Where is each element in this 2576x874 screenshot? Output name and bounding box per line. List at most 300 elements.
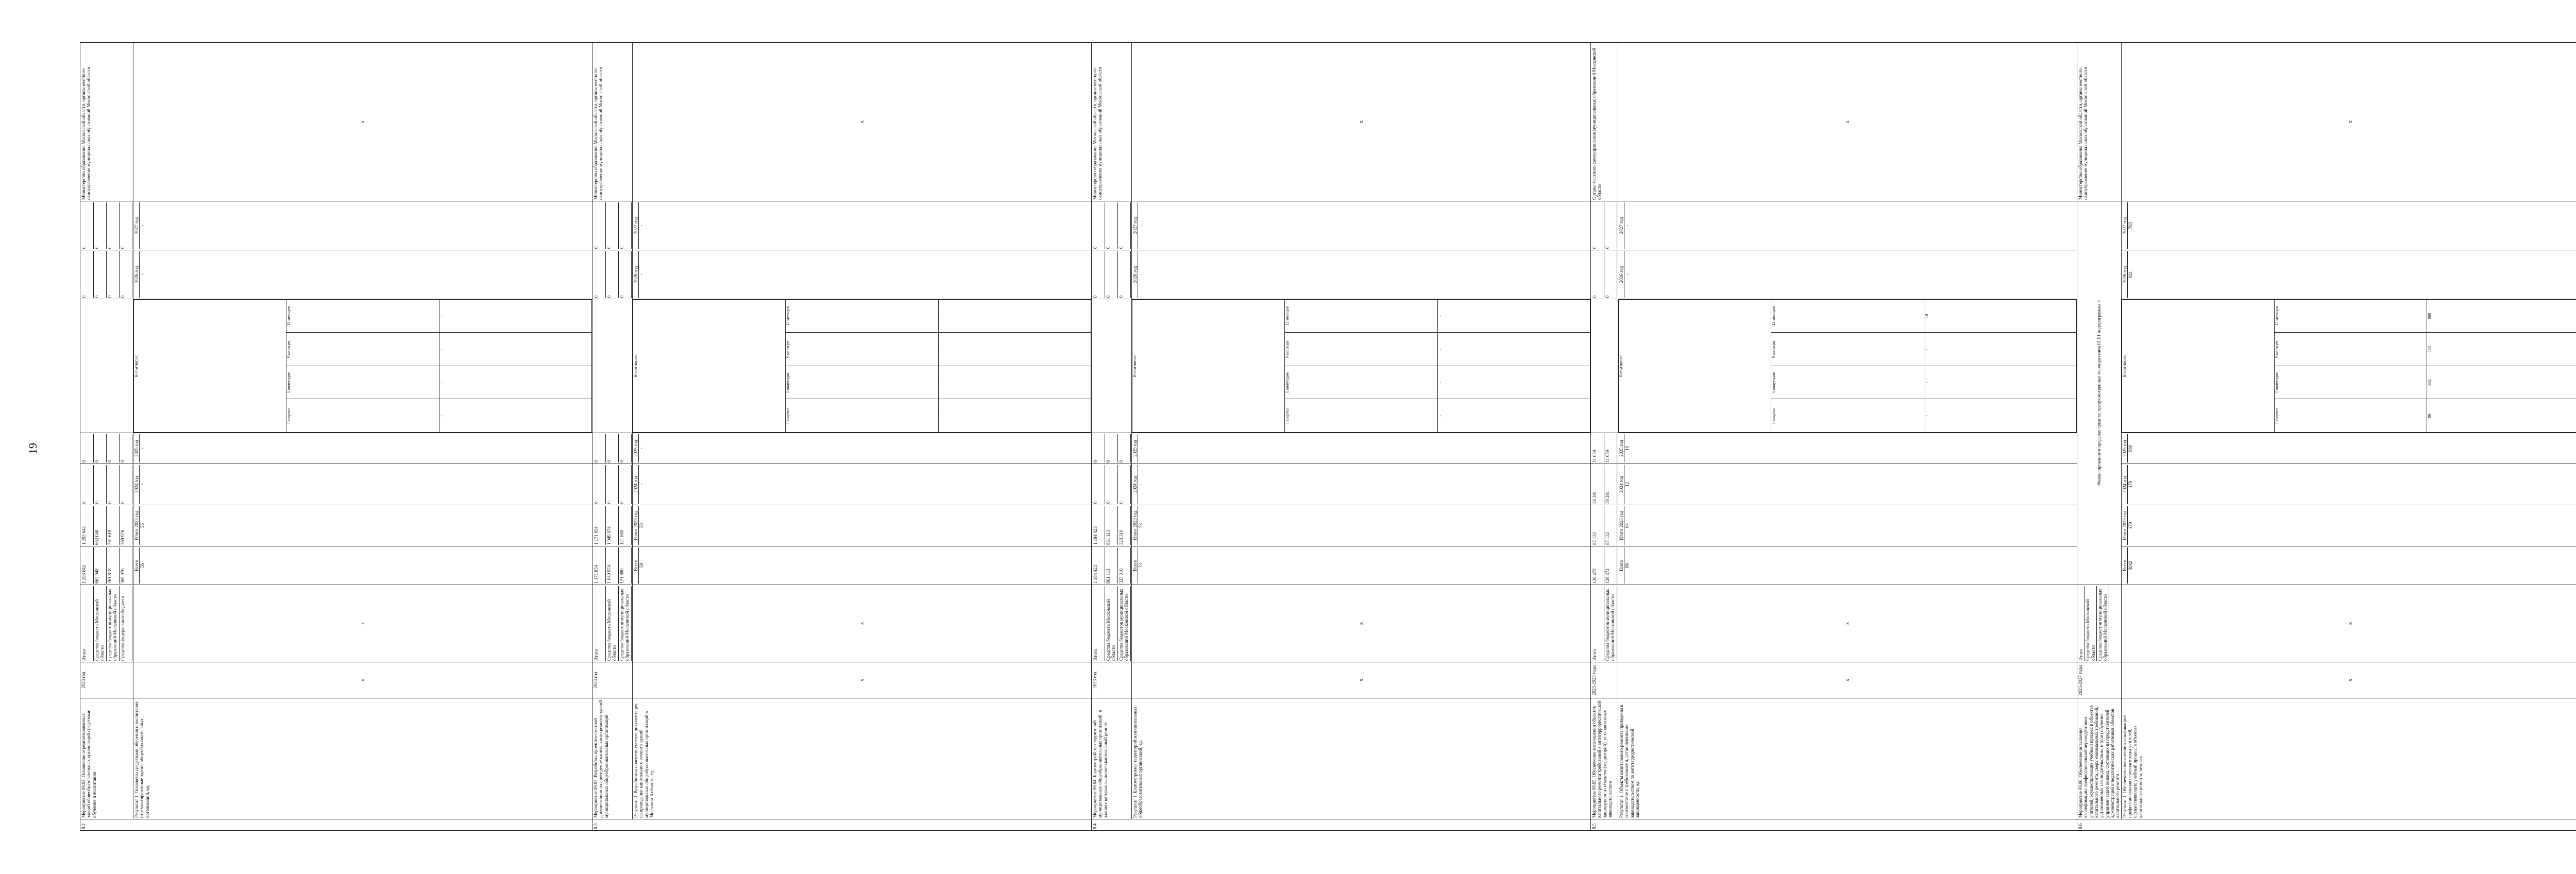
amount-total — [1092, 546, 1132, 585]
breakdown-h1-header: I полугодие — [286, 366, 439, 400]
result-2024-header: 2024 год — [1132, 465, 1138, 504]
funding-sources — [2077, 585, 2122, 662]
breakdown-q1-header: I квартал — [1771, 399, 1924, 433]
amount-y2023 — [1092, 505, 1132, 546]
event-period: 2023 год — [592, 662, 633, 698]
result-breakdown-table — [633, 299, 1091, 433]
breakdown-m12-value: - — [938, 300, 1091, 333]
result-row — [1132, 43, 1591, 831]
amount-y2027 — [80, 201, 133, 250]
result-itogo-value: 179 — [2128, 522, 2133, 529]
breakdown-m12-value: 980 — [2427, 300, 2576, 333]
result-2027-header: 2027 год — [1619, 202, 1624, 249]
result-2026 — [1618, 250, 2077, 299]
breakdown-h1-value: 392 — [2427, 366, 2576, 400]
result-responsible-x: x — [633, 43, 1092, 201]
result-total-value: 3042 — [2128, 561, 2133, 570]
event-description: Мероприятие 08.02. Оснащение отремонтированных зданий общеобразовательных организаций средствами обучения и воспитания — [80, 698, 133, 819]
result-2025-header: 2025 год — [2122, 434, 2128, 462]
amount-value: 0 — [94, 202, 107, 249]
breakdown-caption: В том числе: — [2122, 300, 2274, 433]
result-total — [2121, 546, 2576, 585]
amount-value: 0 — [1604, 251, 1617, 298]
breakdown-m9-value: 588 — [2427, 333, 2576, 366]
result-2026-header: 2026 год — [633, 251, 639, 298]
table-row — [1591, 43, 1618, 831]
result-2025-value: - — [140, 448, 145, 449]
row-number: 8.2 — [80, 819, 592, 831]
breakdown-m9-header: 9 месяцев — [286, 333, 439, 366]
result-2025 — [2121, 433, 2576, 464]
result-2026-value: 921 — [2128, 271, 2133, 278]
result-itogo — [633, 505, 1092, 546]
breakdown-m9-header: 9 месяцев — [2275, 333, 2427, 366]
amount-y2023 — [1591, 505, 1618, 546]
financing-note: Финансирование в пределах средств, предусмотренных мероприятием 01.01 подпрограммы 3 — [2077, 201, 2122, 585]
breakdown-caption: В том числе: — [1619, 300, 1771, 433]
result-2026-value: - — [639, 273, 645, 276]
result-2025-value: 980 — [2128, 444, 2133, 452]
result-2027 — [1132, 201, 1591, 250]
amount-value: 0 — [81, 434, 94, 462]
result-total-header: Всего — [134, 547, 140, 584]
amount-value: 0 — [120, 251, 132, 298]
table-row — [592, 43, 633, 831]
amount-value: 0 — [593, 202, 606, 249]
amount-value: 0 — [1118, 202, 1131, 249]
result-2027-header: 2027 год — [1132, 202, 1138, 249]
result-2027-value: - — [1138, 225, 1144, 227]
amount-value: 0 — [81, 251, 94, 298]
amount-y2024 — [80, 464, 133, 505]
result-2024 — [1618, 464, 2077, 505]
event-period: 2023-2025 годы — [1591, 662, 1618, 698]
result-2027-value: - — [639, 225, 645, 227]
result-period-x: x — [2121, 662, 2576, 698]
result-responsible-x: x — [2121, 43, 2576, 201]
amount-y2024 — [1092, 464, 1132, 505]
amount-y2025 — [80, 433, 133, 464]
result-itogo-header: Итого 2023 год — [2122, 506, 2128, 545]
result-itogo-value: 58 — [639, 523, 645, 528]
breakdown-m12-header: 12 месяцев — [1771, 300, 1924, 333]
result-2025-value: - — [1138, 448, 1144, 449]
result-source-x: x — [1132, 585, 1591, 662]
amount-value: 861 113 — [1105, 506, 1118, 545]
result-2025-header: 2025 год — [633, 434, 639, 462]
amount-value: 0 — [107, 434, 120, 462]
amount-value: 11 059 — [1591, 434, 1604, 462]
funding-source: Средства бюджетов муниципальных образований Московской области — [1118, 586, 1131, 661]
breakdown-caption: В том числе: — [134, 300, 286, 433]
funding-source: Средства федерального бюджета — [120, 586, 132, 661]
funding-source: Средства бюджетов муниципальных образований Московской области — [2097, 586, 2109, 661]
amount-value: 0 — [593, 465, 606, 504]
funding-source: Средства бюджета Московской области — [606, 586, 619, 661]
result-total-header: Всего — [2122, 547, 2128, 584]
amount-value: 0 — [1105, 465, 1118, 504]
amount-value: 1 184 423 — [1092, 547, 1105, 584]
event-description: Мероприятие 08.05. Обеспечение в отношении объектов капитального ремонта требований к антитеррористической защищенности объектов (территорий), установленных законодательством — [1591, 698, 1618, 819]
result-2024-header: 2024 год — [1619, 465, 1624, 504]
result-2024-value: - — [639, 484, 645, 485]
breakdown-m12-header: 12 месяцев — [286, 300, 439, 333]
funding-source: Средства бюджетов муниципальных образований Московской области — [619, 586, 632, 661]
amount-value: 121 880 — [619, 547, 632, 584]
result-2024-value: - — [1138, 484, 1144, 485]
amount-value: 0 — [94, 434, 107, 462]
result-2024-header: 2024 год — [2122, 465, 2128, 504]
breakdown-h1-value: - — [439, 366, 591, 400]
responsible-body: Министерство образования Московской области, органы местного самоуправления муниципальных образований Московской области — [592, 43, 633, 201]
result-period-x: x — [133, 662, 592, 698]
table-row — [1092, 43, 1132, 831]
breakdown-q1-header: I квартал — [286, 399, 439, 433]
result-itogo-header: Итого 2023 год — [134, 506, 140, 545]
result-2027-header: 2027 год — [2122, 202, 2128, 249]
amount-value: 0 — [81, 465, 94, 504]
result-2024-value: - — [140, 484, 145, 485]
event-description: Мероприятие 08.06. Обеспечение повышения квалификации/ профессиональной переподготовки учителей, осуществляющих учебный процесс в объектах капитального ремонта, сверх минимальных требований, установленных законодательством, и (или) обучения управленческих команд, состоящих из представителей администраций и педагогических работников объектов капитального ремонта — [2077, 698, 2122, 819]
amount-value: 0 — [619, 434, 632, 462]
result-2024-header: 2024 год — [134, 465, 140, 504]
amount-y2025 — [592, 433, 633, 464]
result-total-value: 58 — [639, 563, 645, 568]
amount-value: 30 281 — [1591, 465, 1604, 504]
result-itogo-value: 73 — [1138, 523, 1144, 528]
result-breakdown — [133, 299, 592, 433]
amount-y2023 — [592, 505, 633, 546]
amount-y2026 — [80, 250, 133, 299]
result-breakdown — [633, 299, 1092, 433]
amount-value: 1 184 423 — [1092, 506, 1105, 545]
result-2026-value: - — [1138, 273, 1144, 276]
result-2026 — [1132, 250, 1591, 299]
breakdown-h1-header: I полугодие — [1771, 366, 1924, 400]
amount-value: 0 — [81, 202, 94, 249]
amount-value: 0 — [120, 465, 132, 504]
breakdown-m9-header: 9 месяцев — [786, 333, 938, 366]
result-breakdown — [1618, 299, 2077, 433]
result-itogo — [1618, 505, 2077, 546]
result-total — [133, 546, 592, 585]
amount-total — [80, 546, 133, 585]
result-2027-value: - — [140, 225, 145, 227]
breakdown-m12-header: 12 месяцев — [1285, 300, 1437, 333]
amount-value: 0 — [619, 202, 632, 249]
table-body — [80, 43, 2576, 831]
amount-value: 323 310 — [1118, 506, 1131, 545]
result-2024-value: 12 — [1624, 482, 1630, 487]
event-period: 2023 год — [1092, 662, 1132, 698]
breakdown-m12-value: - — [439, 300, 591, 333]
result-total-value: 86 — [1624, 563, 1630, 568]
breakdown-q1-header: I квартал — [1285, 399, 1437, 433]
funding-sources — [1591, 585, 1618, 662]
funding-source: Итого — [593, 586, 606, 661]
result-breakdown — [2121, 299, 2576, 433]
result-row — [2121, 43, 2576, 831]
amount-value: 1 049 974 — [606, 506, 619, 545]
amount-value: 1 049 974 — [606, 547, 619, 584]
result-period-x: x — [1618, 662, 2077, 698]
result-total-value: 73 — [1138, 563, 1144, 568]
result-2025 — [1618, 433, 2077, 464]
result-total — [1618, 546, 2077, 585]
result-responsible-x: x — [1132, 43, 1591, 201]
amount-value: 1 293 642 — [81, 506, 94, 545]
amount-y2026 — [592, 250, 633, 299]
result-total — [633, 546, 1092, 585]
amount-value: 0 — [120, 434, 132, 462]
funding-sources — [592, 585, 633, 662]
amount-y2024 — [1591, 464, 1618, 505]
rotated-table-wrapper — [80, 43, 2432, 831]
amount-y2025-breakdown — [1092, 299, 1132, 433]
amount-y2023 — [80, 505, 133, 546]
amount-value: 0 — [606, 434, 619, 462]
amount-value: 0 — [1591, 251, 1604, 298]
amount-value: 0 — [107, 251, 120, 298]
result-2027-header: 2027 год — [134, 202, 140, 249]
result-breakdown-table — [2122, 299, 2576, 433]
result-label: Результат 1. Благоустроены территорий муниципальных общеобразовательных организаций, ед. — [1132, 698, 1591, 819]
result-period-x: x — [633, 662, 1092, 698]
amount-value: 261 618 — [107, 506, 120, 545]
breakdown-h1-value: - — [1924, 366, 2076, 400]
breakdown-m9-value: - — [1437, 333, 1590, 366]
result-itogo — [1132, 505, 1591, 546]
amount-value: 662 048 — [94, 547, 107, 584]
result-row — [133, 43, 592, 831]
result-label: Результат 1. Обеспечено повышение квалификации/ профессиональная переподготовка учителей, осуществляющих учебный процесс в объектах капитального ремонта, человек — [2121, 698, 2576, 819]
funding-sources — [80, 585, 133, 662]
breakdown-h1-value: - — [1437, 366, 1590, 400]
result-2024-value: 179 — [2128, 481, 2133, 488]
amount-value: 128 472 — [1604, 547, 1617, 584]
responsible-body: Министерство образования Московской области, органы местного самоуправления муниципальных образований Московской области — [80, 43, 133, 201]
amount-value: 0 — [1105, 251, 1118, 298]
breakdown-m9-value: - — [1924, 333, 2076, 366]
breakdown-m9-value: - — [439, 333, 591, 366]
amount-y2025-breakdown — [1591, 299, 1618, 433]
amount-total — [592, 546, 633, 585]
result-2027-value: 783 — [2128, 222, 2133, 229]
amount-value: 0 — [606, 202, 619, 249]
amount-value: 0 — [107, 465, 120, 504]
funding-source: Средства бюджета Московской области — [2084, 586, 2097, 661]
result-source-x: x — [2121, 585, 2576, 662]
amount-value: 0 — [1105, 202, 1118, 249]
amount-value: 0 — [606, 251, 619, 298]
result-itogo — [2121, 505, 2576, 546]
result-label: Результат 1. Объекты капитального ремонта приведены в соответствие с требованиями, установленными законодательством по антитеррористической защищенности, ед. — [1618, 698, 2077, 819]
result-2026-value: - — [1624, 273, 1630, 276]
breakdown-caption: В том числе: — [633, 300, 786, 433]
amount-value: 0 — [1092, 465, 1105, 504]
breakdown-h1-header: I полугодие — [786, 366, 938, 400]
amount-value: 0 — [593, 251, 606, 298]
result-itogo-value: 64 — [1624, 523, 1630, 528]
breakdown-q1-header: I квартал — [2275, 399, 2427, 433]
amount-value: 0 — [593, 434, 606, 462]
breakdown-m9-value: - — [938, 333, 1091, 366]
amount-value: 0 — [120, 202, 132, 249]
funding-source: Средства бюджетов муниципальных образований Московской области — [107, 586, 120, 661]
result-2024 — [2121, 464, 2576, 505]
breakdown-q1-value: - — [1924, 399, 2076, 433]
amount-y2027 — [1092, 201, 1132, 250]
event-description: Мероприятие 08.04. Благоустройство территорий муниципальных общеобразовательных организаций, в зданиях которых выполнен капитальный ремонт — [1092, 698, 1132, 819]
amount-value: 1 171 854 — [593, 547, 606, 584]
amount-value: 0 — [619, 251, 632, 298]
result-2027-header: 2027 год — [633, 202, 639, 249]
amount-value: 662 048 — [94, 506, 107, 545]
amount-y2025-breakdown — [80, 299, 133, 433]
result-row — [1618, 43, 2077, 831]
event-period: 2023 год — [80, 662, 133, 698]
result-responsible-x: x — [1618, 43, 2077, 201]
funding-source: Итого — [81, 586, 94, 661]
breakdown-m12-header: 12 месяцев — [786, 300, 938, 333]
row-number: 8.6 — [2077, 819, 2576, 831]
result-2027 — [1618, 201, 2077, 250]
result-2026-value: - — [140, 273, 145, 276]
program-table — [80, 42, 2576, 831]
result-2026-header: 2026 год — [134, 251, 140, 298]
row-number: 8.5 — [1591, 819, 2077, 831]
amount-value: 0 — [619, 465, 632, 504]
breakdown-q1-value: - — [938, 399, 1091, 433]
amount-value: 1 171 854 — [593, 506, 606, 545]
result-2026-header: 2026 год — [1619, 251, 1624, 298]
breakdown-m9-header: 9 месяцев — [1285, 333, 1437, 366]
amount-value: 0 — [1604, 202, 1617, 249]
amount-total — [1591, 546, 1618, 585]
breakdown-m12-header: 12 месяцев — [2275, 300, 2427, 333]
amount-value: 0 — [1118, 434, 1131, 462]
funding-source: Средства бюджета Московской области — [94, 586, 107, 661]
result-2024 — [633, 464, 1092, 505]
result-2027 — [133, 201, 592, 250]
amount-value: 0 — [1118, 465, 1131, 504]
event-description: Мероприятие 08.03. Разработка проектно-сметной документации на проведение капитального ремонта зданий муниципальных общеобразовательных организаций — [592, 698, 633, 819]
breakdown-h1-value: - — [938, 366, 1091, 400]
result-label: Результат 1. Разработана проектно-сметная документация на проведение капитального ремонта зданий муниципальных общеобразовательных организаций в Московской области, ед. — [633, 698, 1092, 819]
result-2027 — [2121, 201, 2576, 250]
result-2025 — [633, 433, 1092, 464]
result-breakdown-table — [1132, 299, 1590, 433]
result-2026-header: 2026 год — [2122, 251, 2128, 298]
result-source-x: x — [133, 585, 592, 662]
result-itogo-header: Итого 2023 год — [633, 506, 639, 545]
result-total — [1132, 546, 1591, 585]
result-2024 — [133, 464, 592, 505]
result-2025-value: - — [639, 448, 645, 449]
result-2027 — [633, 201, 1092, 250]
table-row — [80, 43, 133, 831]
breakdown-q1-value: 98 — [2427, 399, 2576, 433]
result-2025-header: 2025 год — [1619, 434, 1624, 462]
page-number: 19 — [26, 443, 39, 454]
amount-value: 0 — [1092, 434, 1105, 462]
result-row — [633, 43, 1092, 831]
result-breakdown-table — [133, 299, 592, 433]
amount-value: 0 — [1118, 251, 1131, 298]
row-number: 8.3 — [592, 819, 1092, 831]
amount-value: 0 — [107, 202, 120, 249]
amount-y2024 — [592, 464, 633, 505]
result-total-header: Всего — [1619, 547, 1624, 584]
result-2027-value: - — [1624, 225, 1630, 227]
result-total-value: 56 — [140, 563, 145, 568]
breakdown-caption: В том числе: — [1132, 300, 1285, 433]
amount-value: 0 — [606, 465, 619, 504]
responsible-body: Министерство образования Московской области, органы местного самоуправления муниципальных образований Московской области — [2077, 43, 2122, 201]
breakdown-q1-header: I квартал — [786, 399, 938, 433]
amount-y2027 — [592, 201, 633, 250]
result-2026-header: 2026 год — [1132, 251, 1138, 298]
funding-sources — [1092, 585, 1132, 662]
amount-value: 128 472 — [1591, 547, 1604, 584]
result-total-header: Всего — [1132, 547, 1138, 584]
amount-value: 0 — [1105, 434, 1118, 462]
breakdown-m12-value: - — [1437, 300, 1590, 333]
row-number: 8.4 — [1092, 819, 1591, 831]
result-source-x: x — [633, 585, 1092, 662]
result-responsible-x: x — [133, 43, 592, 201]
amount-value: 861 113 — [1105, 547, 1118, 584]
amount-y2026 — [1591, 250, 1618, 299]
result-2025 — [133, 433, 592, 464]
event-period: 2023-2027 годы — [2077, 662, 2122, 698]
amount-value: 121 880 — [619, 506, 632, 545]
funding-source: Средства бюджета Московской области — [1105, 586, 1118, 661]
breakdown-q1-value: - — [1437, 399, 1590, 433]
result-2025-header: 2025 год — [134, 434, 140, 462]
breakdown-h1-header: I полугодие — [1285, 366, 1437, 400]
result-itogo-header: Итого 2023 год — [1619, 506, 1624, 545]
result-itogo-value: 56 — [140, 523, 145, 528]
result-itogo — [133, 505, 592, 546]
breakdown-m9-header: 9 месяцев — [1771, 333, 1924, 366]
amount-value: 369 976 — [120, 506, 132, 545]
result-source-x: x — [1618, 585, 2077, 662]
responsible-body: Министерство образования Московской области, органы местного самоуправления муниципальных образований Московской области — [1092, 43, 1132, 201]
result-2025-value: 10 — [1624, 446, 1630, 451]
result-2025 — [1132, 433, 1591, 464]
funding-source: Итого — [1092, 586, 1105, 661]
result-2024 — [1132, 464, 1591, 505]
amount-value: 1 293 642 — [81, 547, 94, 584]
result-period-x: x — [1132, 662, 1591, 698]
amount-value: 87 132 — [1591, 506, 1604, 545]
funding-source: Итого — [1591, 586, 1604, 661]
amount-value: 0 — [1092, 251, 1105, 298]
breakdown-h1-header: I полугодие — [2275, 366, 2427, 400]
amount-value: 11 059 — [1604, 434, 1617, 462]
amount-y2027 — [1591, 201, 1618, 250]
funding-source: Итого — [2078, 586, 2084, 661]
amount-value: 369 976 — [120, 547, 132, 584]
result-breakdown — [1132, 299, 1591, 433]
amount-value: 87 132 — [1604, 506, 1617, 545]
amount-y2025 — [1591, 433, 1618, 464]
breakdown-m12-value: 10 — [1924, 300, 2076, 333]
amount-y2025 — [1092, 433, 1132, 464]
result-2025-header: 2025 год — [1132, 434, 1138, 462]
amount-y2025-breakdown — [592, 299, 633, 433]
